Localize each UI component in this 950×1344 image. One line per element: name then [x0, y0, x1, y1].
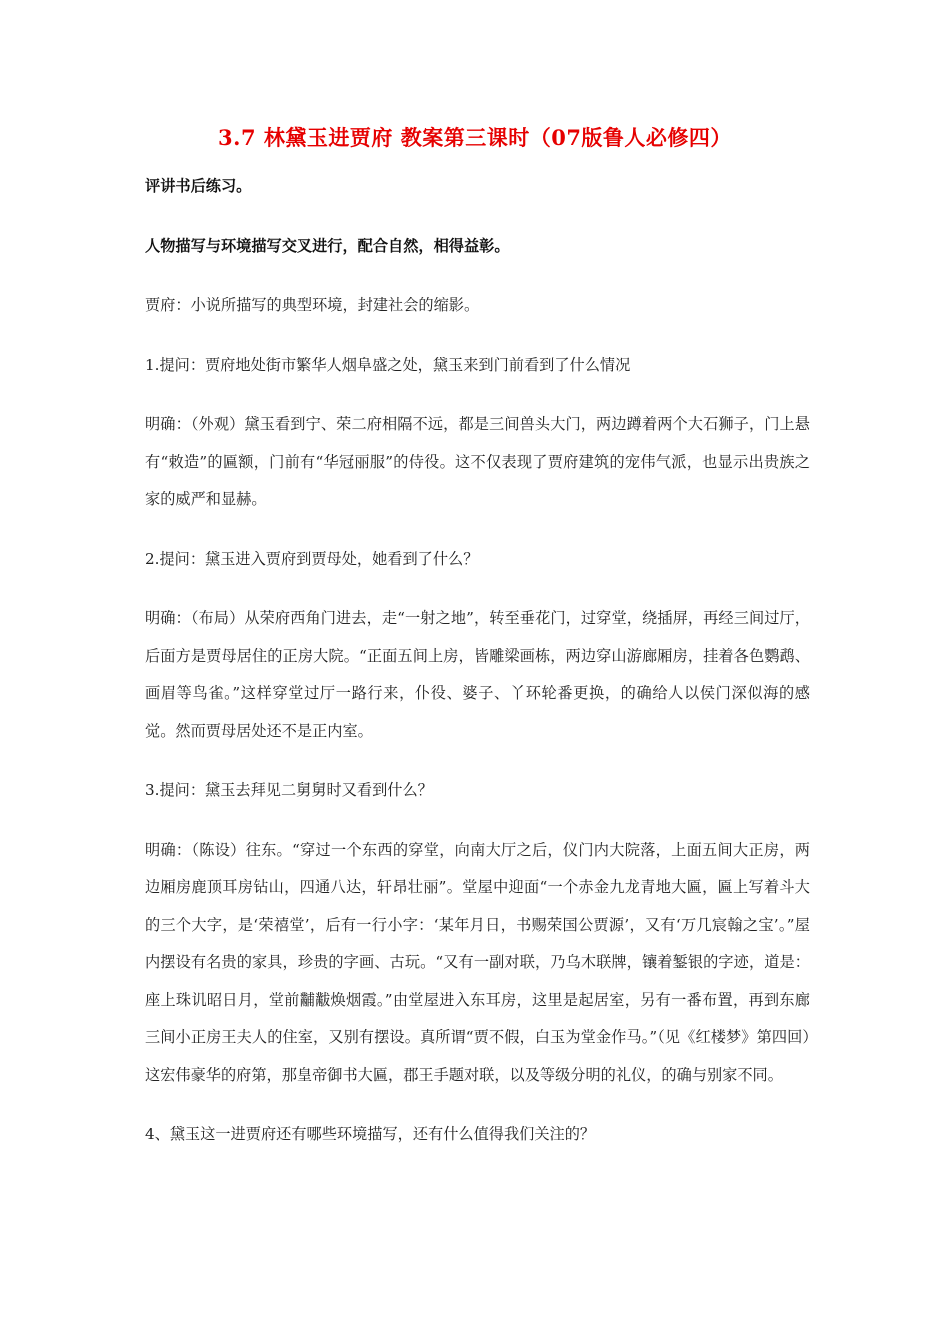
- answer-3: 明确：（陈设）往东。“穿过一个东西的穿堂，向南大厅之后，仪门内大院落，上面五间大正房，两边厢房鹿顶耳房钻山，四通八达，轩昂壮丽”。堂屋中迎面“一个赤金九龙青地大匾，匾上写着斗大的三个大字，是‘荣禧堂’，后有一行小字：‘某年月日，书赐荣国公贾源’，又有‘万几宸翰之宝’。”屋内摆设有名贵的家具，珍贵的字画、古玩。“又有一副对联，乃乌木联牌，镶着錾银的字迹，道是：座上珠讥昭日月，堂前黼黻焕烟霞。”由堂屋进入东耳房，这里是起居室，另有一番布置，再到东廊三间小正房王夫人的住室，又别有摆设。真所谓“贾不假，白玉为堂金作马。”（见《红楼梦》第四回）这宏伟豪华的府第，那皇帝御书大匾，郡王手题对联，以及等级分明的礼仪，的确与别家不同。: [145, 840, 810, 1084]
- question-4: 4、黛玉这一进贾府还有哪些环境描写，还有什么值得我们关注的？: [145, 1125, 596, 1143]
- heading-review-exercises: 评讲书后练习。: [145, 177, 252, 195]
- paragraph-jiafu: 贾府：小说所描写的典型环境，封建社会的缩影。: [145, 296, 480, 314]
- answer-1: 明确：（外观）黛玉看到宁、荣二府相隔不远，都是三间兽头大门，两边蹲着两个大石狮子，门上悬有“敕造”的匾额，门前有“华冠丽服”的侍役。这不仅表现了贾府建筑的宠伟气派，也显示出贵族之家的威严和显赫。: [145, 415, 810, 508]
- question-1: 1.提问：贾府地处街市繁华人烟阜盛之处，黛玉来到门前看到了什么情况: [145, 355, 631, 374]
- question-3: 3.提问：黛玉去拜见二舅舅时又看到什么？: [145, 781, 433, 799]
- heading-description-technique: 人物描写与环境描写交叉进行，配合自然，相得益彰。: [145, 236, 510, 255]
- document-body: [145, 168, 810, 1176]
- document-title: 3.7 林黛玉进贾府 教案第三课时（07版鲁人必修四）: [218, 125, 732, 150]
- question-2: 2.提问：黛玉进入贾府到贾母处，她看到了什么？: [145, 549, 479, 568]
- answer-2: 明确：（布局）从荣府西角门进去，走“一射之地”，转至垂花门，过穿堂，绕插屏，再经三间过厅，后面方是贾母居住的正房大院。“正面五间上房，皆雕梁画栋，两边穿山游廊厢房，挂着各色鹦鹉、画眉等鸟雀。”这样穿堂过厅一路行来，仆役、婆子、丫环轮番更换，的确给人以侯门深似海的感觉。然而贾母居处还不是正内室。: [145, 609, 810, 740]
